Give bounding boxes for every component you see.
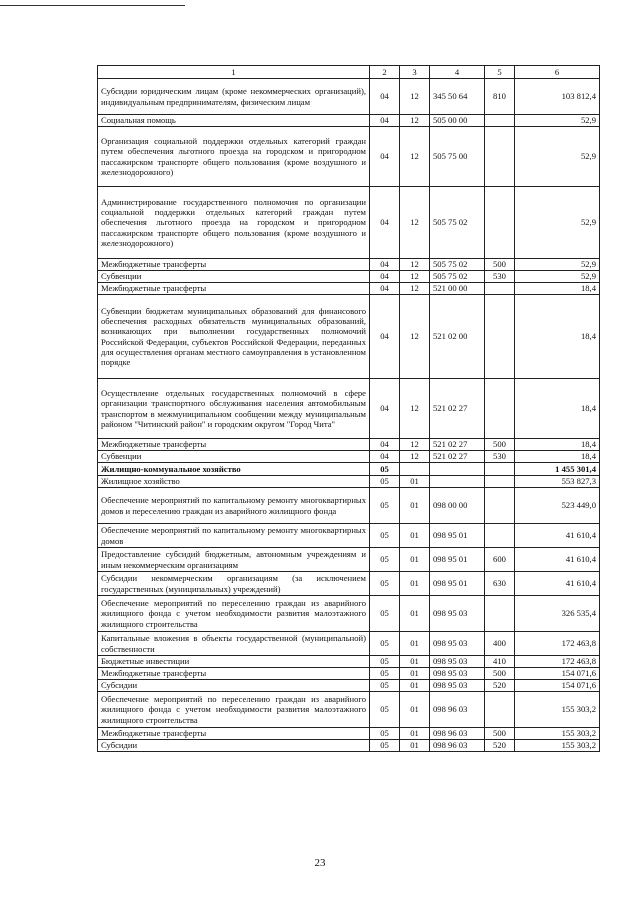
budget-table: [97, 65, 600, 752]
cell-amount: 52,9: [515, 127, 600, 187]
cell-section: 04: [370, 379, 400, 439]
cell-section: 05: [370, 596, 400, 632]
cell-expense-type: 520: [485, 740, 515, 752]
cell-amount: 18,4: [515, 379, 600, 439]
cell-target-article: 098 95 01: [430, 524, 485, 548]
cell-target-article: 098 95 03: [430, 656, 485, 668]
cell-subsection: 12: [400, 379, 430, 439]
cell-name: Обеспечение мероприятий по переселению граждан из аварийного жилищного фонда с учетом необходимости развития малоэтажного жилищного строительства: [98, 596, 370, 632]
cell-target-article: 505 75 02: [430, 271, 485, 283]
cell-name: Обеспечение мероприятий по капитальному ремонту многоквартирных домов: [98, 524, 370, 548]
cell-target-article: 505 75 02: [430, 187, 485, 259]
cell-subsection: 01: [400, 728, 430, 740]
cell-section: 05: [370, 656, 400, 668]
cell-name: Социальная помощь: [98, 115, 370, 127]
cell-subsection: 01: [400, 680, 430, 692]
table-row: [98, 488, 600, 524]
cell-section: 05: [370, 463, 400, 476]
cell-amount: 326 535,4: [515, 596, 600, 632]
cell-expense-type: [485, 692, 515, 728]
header-col-5: 5: [485, 66, 515, 79]
cell-subsection: 01: [400, 488, 430, 524]
table-row: [98, 680, 600, 692]
cell-amount: 18,4: [515, 439, 600, 451]
cell-target-article: 098 95 03: [430, 668, 485, 680]
cell-name: Обеспечение мероприятий по переселению граждан из аварийного жилищного фонда с учетом необходимости развития малоэтажного жилищного строительства: [98, 692, 370, 728]
cell-target-article: 521 00 00: [430, 283, 485, 295]
cell-subsection: 01: [400, 656, 430, 668]
table-row: [98, 259, 600, 271]
cell-section: 05: [370, 728, 400, 740]
cell-expense-type: 530: [485, 451, 515, 463]
cell-target-article: 505 00 00: [430, 115, 485, 127]
cell-subsection: [400, 463, 430, 476]
cell-target-article: 505 75 00: [430, 127, 485, 187]
table-row: [98, 548, 600, 572]
cell-amount: 41 610,4: [515, 524, 600, 548]
cell-section: 05: [370, 524, 400, 548]
cell-expense-type: [485, 283, 515, 295]
cell-amount: 155 303,2: [515, 692, 600, 728]
cell-expense-type: [485, 295, 515, 379]
cell-section: 04: [370, 283, 400, 295]
cell-subsection: 12: [400, 451, 430, 463]
cell-expense-type: [485, 379, 515, 439]
cell-amount: 155 303,2: [515, 728, 600, 740]
cell-expense-type: [485, 524, 515, 548]
cell-subsection: 12: [400, 295, 430, 379]
cell-section: 04: [370, 115, 400, 127]
cell-subsection: 01: [400, 596, 430, 632]
table-row: [98, 728, 600, 740]
header-col-1: 1: [98, 66, 370, 79]
cell-amount: 41 610,4: [515, 572, 600, 596]
header-col-2: 2: [370, 66, 400, 79]
cell-name: Бюджетные инвестиции: [98, 656, 370, 668]
cell-name: Субсидии юридическим лицам (кроме некоммерческих организаций), индивидуальным предпринимателям, физическим лицам: [98, 79, 370, 115]
table-row: [98, 463, 600, 476]
cell-expense-type: 630: [485, 572, 515, 596]
header-rule: [0, 5, 185, 6]
cell-section: 04: [370, 187, 400, 259]
table-row: [98, 740, 600, 752]
cell-subsection: 01: [400, 572, 430, 596]
cell-subsection: 12: [400, 187, 430, 259]
cell-section: 04: [370, 451, 400, 463]
table-row: [98, 692, 600, 728]
cell-name: Субвенции: [98, 451, 370, 463]
cell-subsection: 12: [400, 79, 430, 115]
cell-target-article: 098 95 01: [430, 548, 485, 572]
cell-expense-type: 410: [485, 656, 515, 668]
cell-target-article: 098 95 03: [430, 596, 485, 632]
table-row: [98, 115, 600, 127]
cell-subsection: 01: [400, 548, 430, 572]
cell-section: 04: [370, 127, 400, 187]
cell-expense-type: [485, 187, 515, 259]
page-number: 23: [314, 857, 326, 869]
cell-amount: 172 463,8: [515, 656, 600, 668]
cell-section: 05: [370, 668, 400, 680]
cell-section: 04: [370, 439, 400, 451]
cell-target-article: 098 95 03: [430, 632, 485, 656]
cell-expense-type: 520: [485, 680, 515, 692]
cell-amount: 154 071,6: [515, 680, 600, 692]
cell-expense-type: [485, 463, 515, 476]
table-row: [98, 451, 600, 463]
cell-amount: 523 449,0: [515, 488, 600, 524]
cell-target-article: 098 96 03: [430, 692, 485, 728]
cell-section: 05: [370, 740, 400, 752]
cell-subsection: 12: [400, 127, 430, 187]
cell-section: 05: [370, 632, 400, 656]
cell-target-article: 521 02 00: [430, 295, 485, 379]
cell-name: Жилищное хозяйство: [98, 476, 370, 488]
cell-target-article: 521 02 27: [430, 379, 485, 439]
cell-expense-type: [485, 488, 515, 524]
cell-expense-type: [485, 127, 515, 187]
cell-subsection: 12: [400, 271, 430, 283]
cell-name: Межбюджетные трансферты: [98, 259, 370, 271]
table-row: [98, 476, 600, 488]
cell-name: Субсидии: [98, 680, 370, 692]
table-row: [98, 79, 600, 115]
table-header-row: [98, 66, 600, 79]
cell-section: 04: [370, 259, 400, 271]
cell-target-article: 505 75 02: [430, 259, 485, 271]
cell-expense-type: 500: [485, 668, 515, 680]
table-row: [98, 572, 600, 596]
cell-section: 04: [370, 295, 400, 379]
cell-name: Капитальные вложения в объекты государственной (муниципальной) собственности: [98, 632, 370, 656]
cell-target-article: [430, 476, 485, 488]
cell-section: 05: [370, 680, 400, 692]
cell-section: 05: [370, 548, 400, 572]
cell-section: 05: [370, 476, 400, 488]
cell-name: Предоставление субсидий бюджетным, автономным учреждениям и иным некоммерческим организациям: [98, 548, 370, 572]
cell-expense-type: [485, 115, 515, 127]
cell-target-article: 345 50 64: [430, 79, 485, 115]
cell-name: Субсидии: [98, 740, 370, 752]
cell-expense-type: [485, 596, 515, 632]
table-row: [98, 439, 600, 451]
cell-expense-type: 810: [485, 79, 515, 115]
table-row: [98, 524, 600, 548]
cell-section: 05: [370, 488, 400, 524]
cell-amount: 172 463,8: [515, 632, 600, 656]
table-row: [98, 127, 600, 187]
cell-section: 04: [370, 79, 400, 115]
table-row: [98, 271, 600, 283]
table-row: [98, 283, 600, 295]
cell-amount: 18,4: [515, 295, 600, 379]
cell-amount: 103 812,4: [515, 79, 600, 115]
cell-subsection: 01: [400, 668, 430, 680]
cell-amount: 154 071,6: [515, 668, 600, 680]
cell-amount: 1 455 301,4: [515, 463, 600, 476]
cell-target-article: [430, 463, 485, 476]
cell-subsection: 12: [400, 439, 430, 451]
cell-name: Межбюджетные трансферты: [98, 439, 370, 451]
cell-amount: 155 303,2: [515, 740, 600, 752]
cell-expense-type: 600: [485, 548, 515, 572]
cell-amount: 41 610,4: [515, 548, 600, 572]
cell-subsection: 01: [400, 524, 430, 548]
cell-subsection: 12: [400, 115, 430, 127]
cell-target-article: 098 95 01: [430, 572, 485, 596]
table-row: [98, 656, 600, 668]
table-row: [98, 596, 600, 632]
cell-amount: 18,4: [515, 451, 600, 463]
table-row: [98, 295, 600, 379]
cell-expense-type: 530: [485, 271, 515, 283]
cell-name: Субсидии некоммерческим организациям (за исключением государственных (муниципальных) учреждений): [98, 572, 370, 596]
cell-name: Администрирование государственного полномочия по организации социальной поддержки отдельных категорий граждан путем обеспечения льготного проезда на городском и пригородном пассажирском транспорте общего пользования (кроме воздушного и железнодорожного): [98, 187, 370, 259]
cell-expense-type: [485, 476, 515, 488]
cell-subsection: 01: [400, 740, 430, 752]
cell-section: 05: [370, 572, 400, 596]
cell-section: 04: [370, 271, 400, 283]
cell-subsection: 01: [400, 476, 430, 488]
cell-expense-type: 500: [485, 728, 515, 740]
cell-expense-type: 500: [485, 439, 515, 451]
cell-subsection: 12: [400, 283, 430, 295]
cell-name: Субвенции бюджетам муниципальных образований для финансового обеспечения расходных обязательств муниципальных образований, возникающих при выполнении государственных полномочий Российской Федерации, субъектов Российской Федерации, переданных для осуществления органам местного самоуправления в установленном порядке: [98, 295, 370, 379]
cell-amount: 52,9: [515, 187, 600, 259]
cell-target-article: 521 02 27: [430, 451, 485, 463]
cell-name: Субвенции: [98, 271, 370, 283]
table-row: [98, 632, 600, 656]
cell-subsection: 01: [400, 692, 430, 728]
cell-amount: 52,9: [515, 115, 600, 127]
header-col-3: 3: [400, 66, 430, 79]
cell-name: Межбюджетные трансферты: [98, 728, 370, 740]
cell-section: 05: [370, 692, 400, 728]
cell-amount: 18,4: [515, 283, 600, 295]
cell-expense-type: 500: [485, 259, 515, 271]
cell-name: Обеспечение мероприятий по капитальному ремонту многоквартирных домов и переселению граждан из аварийного жилищного фонда: [98, 488, 370, 524]
cell-subsection: 01: [400, 632, 430, 656]
cell-subsection: 12: [400, 259, 430, 271]
cell-name: Жилищно-коммунальное хозяйство: [98, 463, 370, 476]
cell-target-article: 521 02 27: [430, 439, 485, 451]
cell-amount: 52,9: [515, 271, 600, 283]
table-body: [98, 79, 600, 752]
cell-target-article: 098 95 03: [430, 680, 485, 692]
table-row: [98, 379, 600, 439]
header-col-4: 4: [430, 66, 485, 79]
cell-name: Межбюджетные трансферты: [98, 283, 370, 295]
cell-target-article: 098 00 00: [430, 488, 485, 524]
table-row: [98, 187, 600, 259]
cell-name: Межбюджетные трансферты: [98, 668, 370, 680]
cell-target-article: 098 96 03: [430, 728, 485, 740]
header-col-6: 6: [515, 66, 600, 79]
cell-amount: 52,9: [515, 259, 600, 271]
table-row: [98, 668, 600, 680]
cell-name: Организация социальной поддержки отдельных категорий граждан путем обеспечения льготного проезда на городском и пригородном пассажирском транспорте общего пользования (кроме воздушного и железнодорожного): [98, 127, 370, 187]
cell-name: Осуществление отдельных государственных полномочий в сфере организации транспортного обслуживания населения автомобильным транспортом в межмуниципальном сообщении между муниципальным районом "Читинский район" и городским округом "Город Чита": [98, 379, 370, 439]
cell-expense-type: 400: [485, 632, 515, 656]
cell-target-article: 098 96 03: [430, 740, 485, 752]
cell-amount: 553 827,3: [515, 476, 600, 488]
